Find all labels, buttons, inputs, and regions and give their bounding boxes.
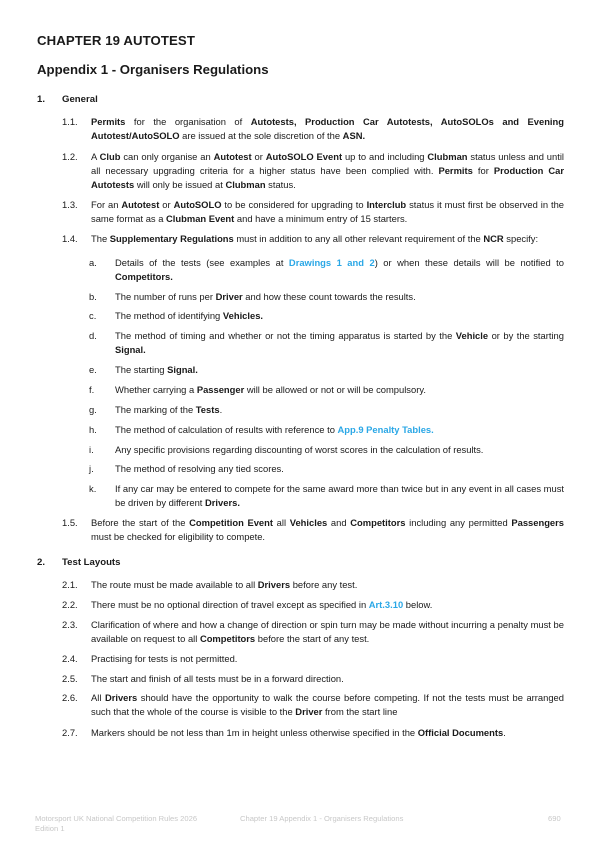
section-heading-general: [37, 94, 98, 105]
clause-number: 2.1.: [62, 579, 78, 590]
subclause-letter: e.: [89, 364, 97, 375]
section-number: 2.: [37, 557, 46, 568]
clause-text: Practising for tests is not permitted.: [91, 653, 238, 664]
defined-term: AutoSOLO: [173, 199, 222, 210]
clause-text: Permits for the organisation of Autotests, Production Car Autotests, AutoSOLOs and Evening Autotest/AutoSOLO are issued at the sole discretion of the ASN.: [91, 116, 564, 142]
clause-number: 2.2.: [62, 599, 78, 610]
footer-edition: Edition 1: [35, 824, 65, 833]
defined-term: Permits: [438, 165, 473, 177]
subclause-text: Whether carrying a Passenger will be allowed or not or will be compulsory.: [115, 384, 426, 395]
subclause-i: [89, 443, 564, 457]
appendix-title: Appendix 1 - Organisers Regulations: [37, 62, 269, 77]
defined-term: Autotest: [213, 151, 252, 162]
subclause-k: [89, 482, 564, 510]
subclause-d: [89, 329, 564, 357]
defined-term: Driver: [215, 291, 243, 302]
defined-term: Driver: [295, 706, 323, 718]
clause-number: 1.5.: [62, 517, 78, 528]
subclause-b: [89, 290, 564, 304]
subclause-letter: h.: [89, 424, 97, 435]
subclause-letter: f.: [89, 384, 95, 395]
subclause-text: The method of timing and whether or not the timing apparatus is started by the Vehicle or by the starting Signal.: [115, 330, 564, 356]
clause-text: For an Autotest or AutoSOLO to be considered for upgrading to Interclub status it must first be observed in the same format as a Clubman Event and have a minimum entry of 15 starters.: [91, 199, 565, 225]
clause-text: A Club can only organise an Autotest or AutoSOLO Event up to and including Clubman status unless and until all necessary upgrading criteria for a higher status have been complied with. Permits for Production Car Autotests will only be issued at Clubman status.: [91, 151, 565, 191]
subclause-text: The method of calculation of results with reference to App.9 Penalty Tables.: [115, 424, 434, 435]
defined-term: Club: [99, 151, 121, 162]
defined-term: Vehicle: [455, 330, 489, 341]
subclause-text: The marking of the Tests.: [115, 404, 223, 415]
subclause-letter: k.: [89, 483, 97, 494]
subclause-text: If any car may be entered to compete for the same award more than twice but in any event in all cases must be driven by different Drivers.: [115, 483, 564, 509]
subclause-c: [89, 309, 564, 323]
section-title: Test Layouts: [62, 557, 121, 568]
defined-term: Drivers: [257, 579, 291, 590]
clause-2-1: [62, 578, 564, 592]
defined-term: Signal.: [167, 364, 198, 375]
subclause-j: [89, 462, 564, 476]
subclause-text: Any specific provisions regarding discounting of worst scores in the calculation of results.: [115, 444, 484, 455]
clause-number: 2.3.: [62, 619, 78, 630]
defined-term: Autotest: [121, 199, 160, 210]
clause-text: The route must be made available to all Drivers before any test.: [91, 579, 358, 590]
clause-text: The Supplementary Regulations must in addition to any all other relevant requirement of the NCR specify:: [91, 233, 539, 244]
subclause-text: The number of runs per Driver and how these count towards the results.: [115, 291, 416, 302]
cross-reference-link[interactable]: Art.3.10: [368, 599, 404, 610]
defined-term: Official Documents: [417, 727, 504, 738]
defined-term: Interclub: [366, 199, 407, 210]
chapter-title: CHAPTER 19 AUTOTEST: [37, 33, 195, 48]
clause-1-2: [62, 150, 564, 193]
defined-term: Autotests, Production Car Autotests, AutoSOLOs and Evening Autotest/AutoSOLO: [91, 116, 564, 142]
subclause-letter: b.: [89, 291, 97, 302]
defined-term: Drivers: [104, 692, 138, 703]
clause-1-1: [62, 115, 564, 143]
clause-text: The start and finish of all tests must be in a forward direction.: [91, 673, 344, 684]
defined-term: NCR: [483, 233, 504, 244]
subclause-letter: d.: [89, 330, 97, 341]
clause-2-7: [62, 726, 564, 740]
subclause-letter: g.: [89, 404, 97, 415]
footer-publication-title: Motorsport UK National Competition Rules 2026: [35, 814, 198, 823]
clause-number: 2.4.: [62, 653, 78, 664]
defined-term: Competitors: [199, 633, 256, 645]
subclause-g: [89, 403, 564, 417]
subclause-e: [89, 363, 564, 377]
clause-number: 1.4.: [62, 233, 78, 244]
defined-term: AutoSOLO Event: [265, 151, 343, 162]
defined-term: Competitors: [350, 517, 406, 528]
defined-term: Signal.: [115, 344, 146, 356]
clause-2-3: [62, 618, 564, 646]
defined-term: ASN.: [342, 130, 366, 142]
defined-term: Production Car Autotests: [91, 165, 564, 191]
defined-term: Clubman: [427, 151, 468, 162]
clause-1-4: [62, 232, 564, 246]
subclause-letter: j.: [89, 463, 94, 474]
clause-2-2: [62, 598, 564, 612]
subclause-text: The method of identifying Vehicles.: [115, 310, 264, 321]
clause-text: Before the start of the Competition Event all Vehicles and Competitors including any permitted Passengers must be checked for eligibility to compete.: [91, 517, 565, 543]
subclause-letter: i.: [89, 444, 94, 455]
clause-1-5: [62, 516, 564, 544]
clause-number: 2.6.: [62, 692, 78, 703]
subclause-letter: c.: [89, 310, 97, 321]
subclause-text: The method of resolving any tied scores.: [115, 463, 284, 474]
section-title: General: [62, 94, 98, 105]
defined-term: Permits: [91, 116, 126, 127]
clause-number: 1.3.: [62, 199, 78, 210]
clause-2-4: [62, 652, 564, 666]
defined-term: Clubman Event: [166, 213, 235, 225]
subclause-text: The starting Signal.: [115, 364, 198, 375]
subclause-h: [89, 423, 564, 437]
clause-number: 2.7.: [62, 727, 78, 738]
cross-reference-link[interactable]: Drawings 1 and 2: [288, 257, 375, 268]
defined-term: Passengers: [511, 517, 565, 528]
footer-chapter-ref: Chapter 19 Appendix 1 - Organisers Regulations: [240, 814, 404, 823]
clause-text: All Drivers should have the opportunity to walk the course before competing. If not the tests must be arranged such that the whole of the course is visible to the Driver from the start line: [91, 692, 564, 718]
defined-term: Clubman: [225, 179, 266, 191]
clause-text: There must be no optional direction of travel except as specified in Art.3.10 below.: [91, 599, 433, 610]
defined-term: Passenger: [196, 384, 245, 395]
clause-1-3: [62, 198, 564, 226]
footer-publication: [35, 814, 197, 834]
clause-2-6: [62, 691, 564, 719]
clause-text: Clarification of where and how a change of direction or spin turn may be made without incurring a penalty must be available on request to all Competitors before the start of any test.: [91, 619, 564, 645]
footer-page-number: 690: [548, 814, 561, 823]
section-number: 1.: [37, 94, 46, 105]
subclause-text: Details of the tests (see examples at Drawings 1 and 2) or when these details will be notified to Competitors.: [115, 257, 565, 283]
defined-term: Drivers.: [205, 497, 240, 509]
clause-number: 2.5.: [62, 673, 78, 684]
subclause-letter: a.: [89, 257, 97, 268]
defined-term: Vehicles: [289, 517, 328, 528]
section-heading-test-layouts: [37, 557, 120, 568]
defined-term: Competition Event: [189, 517, 273, 528]
defined-term: Competitors.: [115, 271, 173, 283]
defined-term: Supplementary Regulations: [109, 233, 234, 244]
subclause-a: [89, 256, 564, 284]
cross-reference-link[interactable]: App.9 Penalty Tables.: [337, 424, 434, 435]
defined-term: Vehicles.: [222, 310, 264, 321]
clause-2-5: [62, 672, 564, 686]
clause-number: 1.1.: [62, 116, 78, 127]
subclause-f: [89, 383, 564, 397]
defined-term: Tests: [195, 404, 220, 415]
clause-number: 1.2.: [62, 151, 78, 162]
clause-text: Markers should be not less than 1m in height unless otherwise specified in the Official Documents.: [91, 727, 506, 738]
